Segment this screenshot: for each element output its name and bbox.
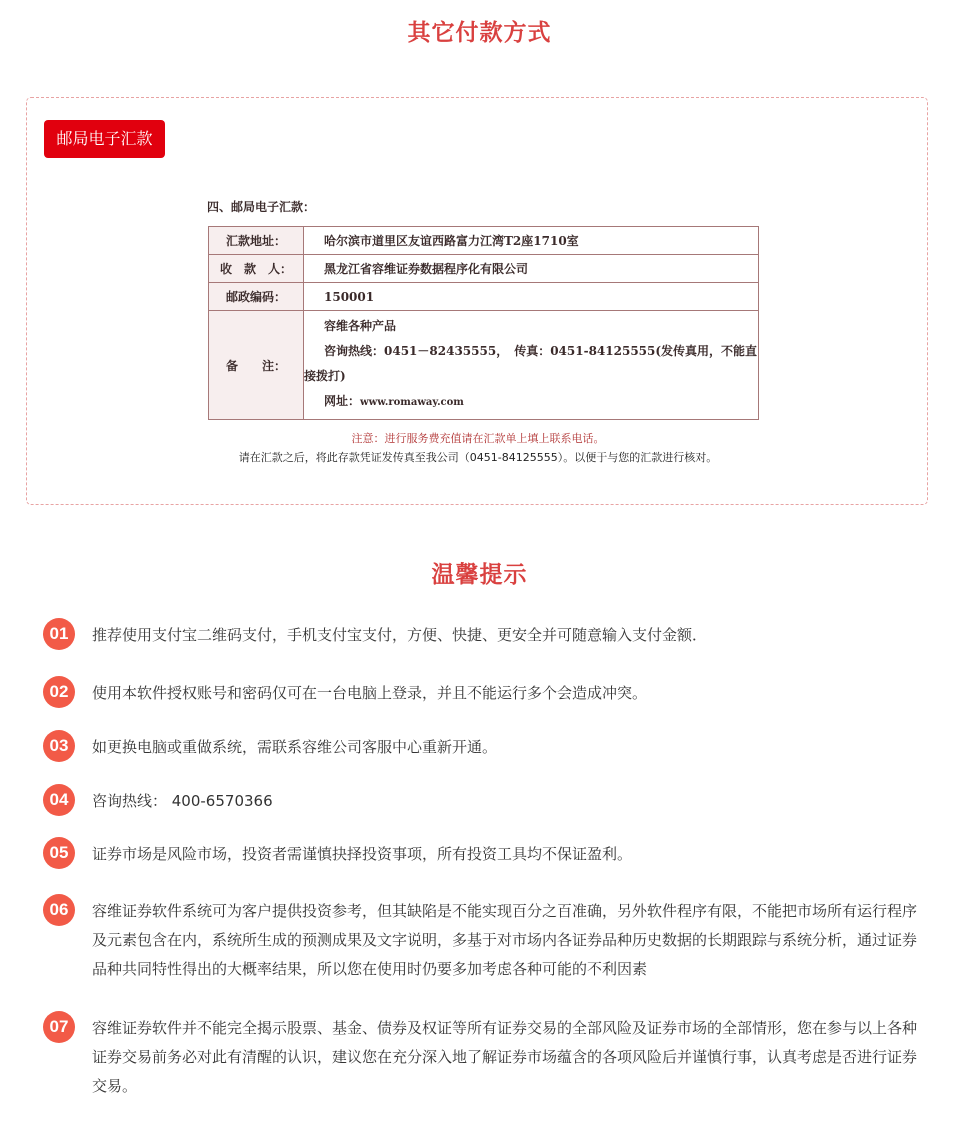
note-value xyxy=(304,311,759,420)
recharge-notice: 注意：进行服务费充值请在汇款单上填上联系电话。 xyxy=(351,432,605,445)
tip-text: 推荐使用支付宝二维码支付，手机支付宝支付，方便、快捷、更安全并可随意输入支付金额． xyxy=(92,626,708,644)
website-url: www.romaway.com xyxy=(360,397,464,408)
table-row xyxy=(209,255,759,283)
website-label: 网址： xyxy=(324,394,361,408)
tip-number-badge: 04 xyxy=(43,784,75,816)
postcode-value: 150001 xyxy=(304,283,759,311)
remit-info-table xyxy=(208,226,759,420)
tip-text: 证券市场是风险市场，投资者需谨慎抉择投资事项，所有投资工具均不保证盈利。 xyxy=(92,845,633,863)
postcode-label: 邮政编码： xyxy=(209,283,304,311)
table-row xyxy=(209,227,759,255)
tip-number-badge: 02 xyxy=(43,676,75,708)
tip-number-badge: 05 xyxy=(43,837,75,869)
table-row xyxy=(209,283,759,311)
tip-number-badge: 03 xyxy=(43,730,75,762)
tip-text: 容维证券软件系统可为客户提供投资参考，但其缺陷是不能实现百分之百准确，另外软件程序有限，不能把市场所有运行程序及元素包含在内，系统所生成的预测成果及文字说明，多基于对市场内各证券品种历史数据的长期跟踪与系统分析，通过证券品种共同特性得出的大概率结果，所以您在使用时仍要多加考虑各种可能的不利因素 xyxy=(92,902,918,978)
tip-text: 容维证券软件并不能完全揭示股票、基金、债券及权证等所有证券交易的全部风险及证券市场的全部情形，您在参与以上各种证券交易前务必对此有清醒的认识，建议您在充分深入地了解证券市场蕴含的各项风险后并谨慎行事，认真考虑是否进行证券交易。 xyxy=(92,1019,918,1095)
note-line-products: 容维各种产品 xyxy=(324,319,397,333)
tip-text: 咨询热线： 400-6570366 xyxy=(92,792,273,810)
address-label: 汇款地址： xyxy=(209,227,304,255)
tip-text: 使用本软件授权账号和密码仅可在一台电脑上登录，并且不能运行多个会造成冲突。 xyxy=(92,684,648,702)
postal-remittance-tab[interactable]: 邮局电子汇款 xyxy=(44,120,165,158)
note-label: 备 注： xyxy=(209,311,304,420)
tips-title: 温馨提示 xyxy=(431,562,528,588)
other-payment-title: 其它付款方式 xyxy=(407,20,552,46)
fax-instruction: 请在汇款之后，将此存款凭证发传真至我公司（0451-84125555）。以便于与您的汇款进行核对。 xyxy=(238,451,718,464)
tip-text: 如更换电脑或重做系统，需联系容维公司客服中心重新开通。 xyxy=(92,738,498,756)
table-row xyxy=(209,311,759,420)
tip-number-badge: 07 xyxy=(43,1011,75,1043)
payee-value: 黑龙江省容维证券数据程序化有限公司 xyxy=(304,255,759,283)
address-value: 哈尔滨市道里区友谊西路富力江湾T2座1710室 xyxy=(304,227,759,255)
note-line-hotline: 咨询热线：0451－82435555， 传真：0451-84125555(发传真用，不能直 xyxy=(324,344,758,358)
payment-panel xyxy=(26,97,928,505)
tip-number-badge: 06 xyxy=(43,894,75,926)
note-line-hotline-cont: 接拨打) xyxy=(304,369,346,383)
remit-heading: 四、邮局电子汇款： xyxy=(207,200,316,214)
note-line-website xyxy=(304,389,758,415)
tip-number-badge: 01 xyxy=(43,618,75,650)
payee-label: 收 款 人： xyxy=(209,255,304,283)
